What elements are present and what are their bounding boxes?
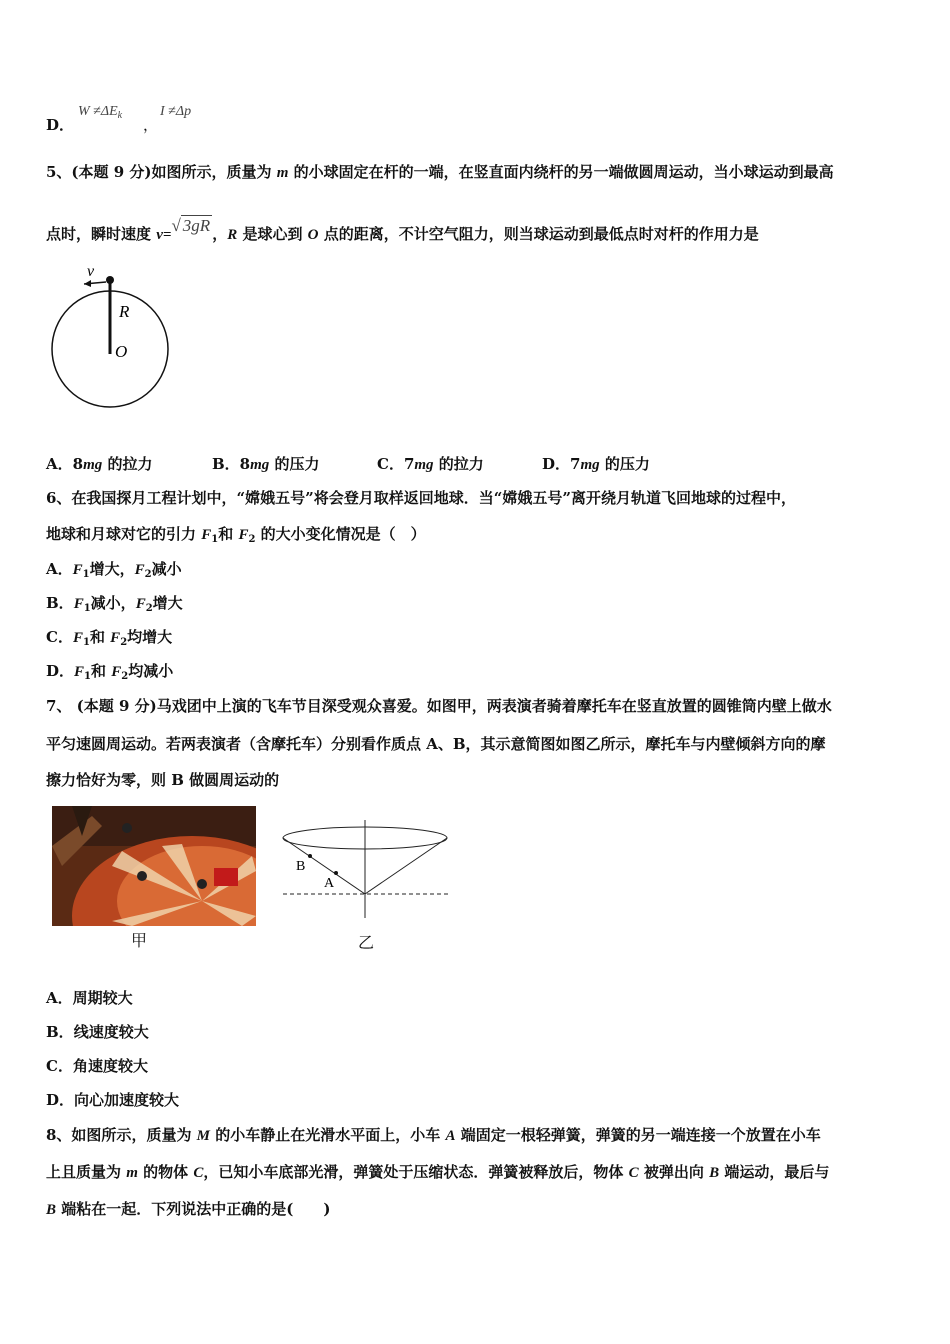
q5-option-c[interactable]: C．7mg 的拉力	[377, 455, 484, 473]
sqrt-formula: √ 3gR	[171, 216, 211, 235]
q7-line-1: 7、 (本题 9 分)马戏团中上演的飞车节目深受观众喜爱。如图甲，两表演者骑着摩托车在竖直放置的圆锥筒内壁上做水	[46, 697, 832, 715]
q8-line-3: B 端粘在一起．下列说法中正确的是( )	[46, 1200, 331, 1218]
q7-line-2: 平匀速圆周运动。若两表演者（含摩托车）分别看作质点 A、B，其示意简图如图乙所示，摩托车与内壁倾斜方向的摩	[46, 735, 826, 753]
label-R: R	[119, 302, 130, 321]
q6-option-d[interactable]: D．$F_1$和 $F_2$均减小	[46, 662, 174, 682]
q6-option-a[interactable]: A．$F_1$增大，$F_2$减小	[46, 560, 182, 580]
q4-option-d	[46, 114, 74, 135]
q4-comma: ，	[143, 116, 159, 134]
q7-option-d[interactable]: D．向心加速度较大	[46, 1091, 180, 1109]
label-B: B	[296, 859, 306, 874]
label-v: v	[87, 263, 95, 280]
q6-line-1: 6、在我国探月工程计划中，“嫦娥五号”将会登月取样返回地球．当“嫦娥五号”离开绕月轨道飞回地球的过程中，	[46, 489, 796, 507]
label-O: O	[115, 342, 128, 361]
q7-line-3: 擦力恰好为零，则 B 做圆周运动的	[46, 771, 280, 789]
q4-formula-1: $W \ne\Delta E_k$	[78, 104, 123, 121]
q6-line-2: 地球和月球对它的引力 $F_1$和 $F_2$ 的大小变化情况是（ ）	[46, 525, 426, 545]
q5-option-b[interactable]: B．8mg 的压力	[212, 455, 320, 473]
q5-option-a[interactable]: A．8mg 的拉力	[46, 455, 153, 473]
q5-figure	[44, 262, 184, 422]
q7-option-a[interactable]: A．周期较大	[46, 989, 133, 1007]
cone-diagram	[278, 820, 453, 920]
q4-option-d-label: D．	[46, 116, 75, 134]
ball	[106, 276, 114, 284]
q5-line-2: 点时，瞬时速度 v=√ 3gR ，R 是球心到 O 点的距离，不计空气阻力，则当球运动到最低点时对杆的作用力是	[46, 216, 759, 243]
q4-formula-2: I ≠Δp	[160, 104, 192, 119]
circus-photo	[52, 806, 256, 926]
q6-option-b[interactable]: B．$F_1$减小，$F_2$增大	[46, 594, 183, 614]
q5-option-d[interactable]: D．7mg 的压力	[542, 455, 650, 473]
label-jia: 甲	[131, 931, 148, 950]
point-A	[334, 871, 338, 875]
q8-line-2: 上且质量为 m 的物体 C，已知小车底部光滑，弹簧处于压缩状态．弹簧被释放后，物体 C 被弹出向 B 端运动，最后与	[46, 1163, 830, 1181]
label-yi: 乙	[358, 933, 375, 952]
q6-option-c[interactable]: C．$F_1$和 $F_2$均增大	[46, 628, 173, 648]
point-B	[308, 854, 312, 858]
q5-line-1: 5、(本题 9 分)如图所示，质量为 m 的小球固定在杆的一端，在竖直面内绕杆的另一端做圆周运动，当小球运动到最高	[46, 163, 834, 181]
label-A: A	[324, 876, 335, 891]
q8-line-1: 8、如图所示，质量为 M 的小车静止在光滑水平面上，小车 A 端固定一根轻弹簧，弹簧的另一端连接一个放置在小车	[46, 1126, 821, 1144]
q7-option-b[interactable]: B．线速度较大	[46, 1023, 149, 1041]
q7-option-c[interactable]: C．角速度较大	[46, 1057, 148, 1075]
